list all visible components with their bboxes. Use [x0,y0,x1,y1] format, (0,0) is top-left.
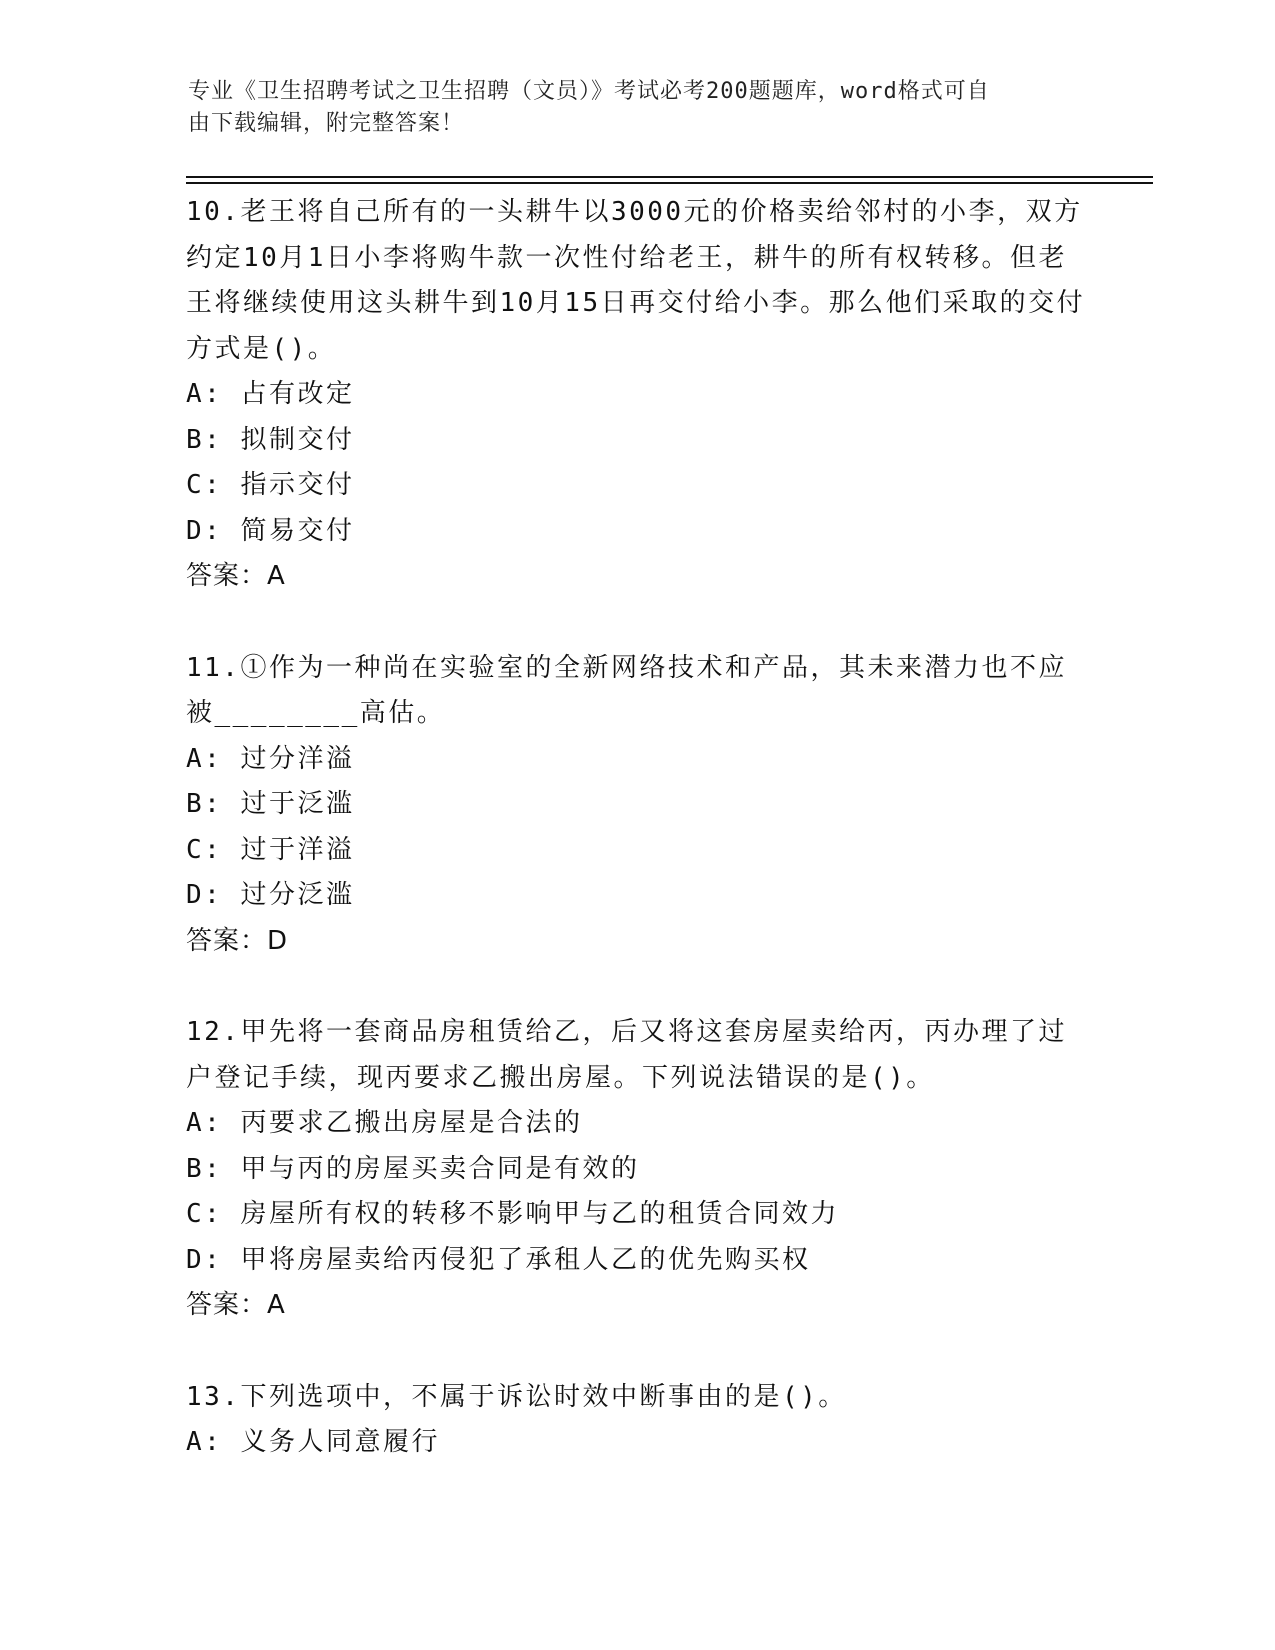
option-a: A: 义务人同意履行 [186,1427,440,1457]
header-divider-top [186,176,1153,178]
option-a: A: 占有改定 [186,379,355,409]
question-11 [186,646,1086,965]
option-b: B: 甲与丙的房屋买卖合同是有效的 [186,1153,640,1184]
option-c: C: 房屋所有权的转移不影响甲与乙的租赁合同效力 [186,1199,839,1229]
option-a: A: 过分洋溢 [186,743,355,774]
option-c: C: 过于洋溢 [186,834,355,865]
answer: 答案：A [186,561,286,591]
question-stem: 10.老王将自己所有的一头耕牛以3000元的价格卖给邻村的小李，双方约定10月1日小李将购牛款一次性付给老王，耕牛的所有权转移。但老王将继续使用这头耕牛到10月15日再交付给小李。那么他们采取的交付方式是()。 [186,197,1086,364]
option-c: C: 指示交付 [186,470,355,500]
option-b: B: 拟制交付 [186,424,355,455]
option-a: A: 丙要求乙搬出房屋是合法的 [186,1108,583,1138]
header-divider-bottom [186,182,1153,184]
question-13 [186,1375,1086,1466]
header-line-1: 专业《卫生招聘考试之卫生招聘（文员）》考试必考200题题库，word格式可自 [188,79,990,104]
answer: 答案：D [186,925,289,956]
question-stem: 11.①作为一种尚在实验室的全新网络技术和产品，其未来潜力也不应被________高估。 [186,652,1067,728]
answer: 答案：A [186,1290,286,1320]
document-header [188,76,1088,140]
question-10 [186,190,1086,600]
option-d: D: 过分泛滥 [186,880,355,910]
question-stem: 12.甲先将一套商品房租赁给乙，后又将这套房屋卖给丙，丙办理了过户登记手续，现丙要求乙搬出房屋。下列说法错误的是()。 [186,1017,1067,1093]
option-d: D: 甲将房屋卖给丙侵犯了承租人乙的优先购买权 [186,1244,811,1275]
question-list [186,190,1086,1512]
option-b: B: 过于泛滥 [186,789,355,819]
header-line-2: 由下载编辑，附完整答案！ [188,111,465,136]
option-d: D: 简易交付 [186,515,355,546]
question-12 [186,1010,1086,1329]
question-stem: 13.下列选项中，不属于诉讼时效中断事由的是()。 [186,1381,847,1412]
